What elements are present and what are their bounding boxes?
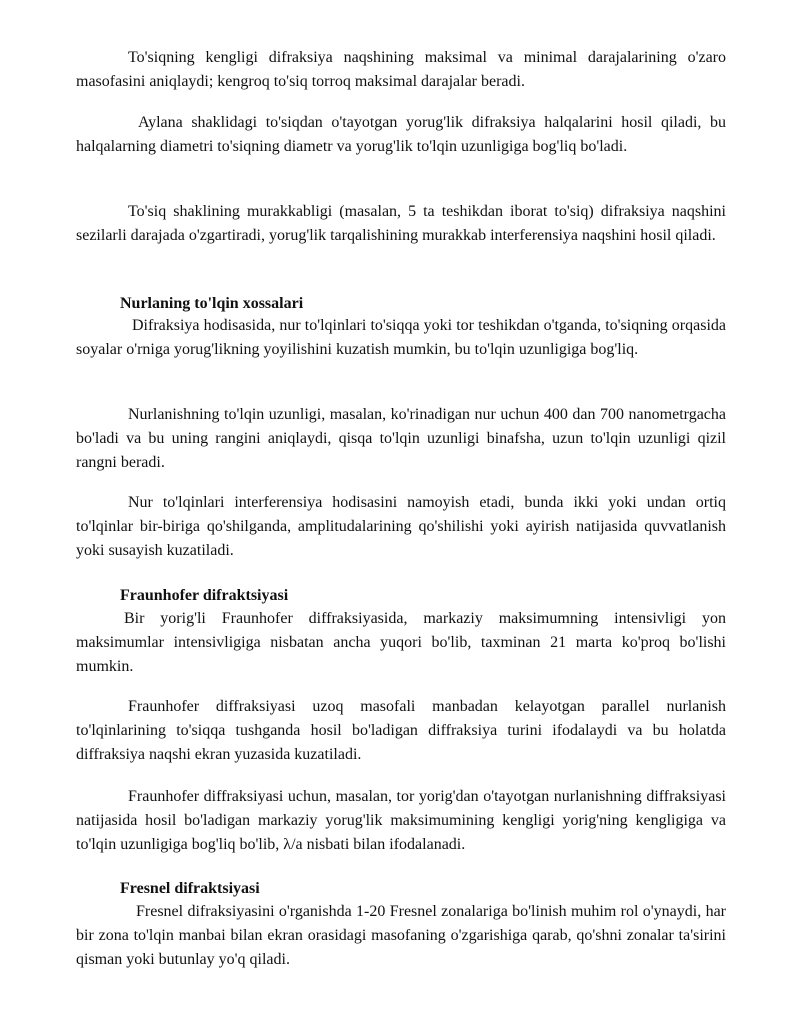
- paragraph-wavelength: Nurlanishning to'lqin uzunligi, masalan, ko'rinadigan nur uchun 400 dan 700 nanometrgacha bo'ladi va bu uning rangini aniqlaydi, qisqa to'lqin uzunligi binafsha, uzun to'lqin uzunligi qizil rangni beradi.: [76, 406, 726, 471]
- paragraph-circular-aperture: Aylana shaklidagi to'siqdan o'tayotgan yorug'lik difraksiya halqalarini hosil qiladi, bu halqalarning diametri to'siqning diametr va yorug'lik to'lqin uzunligiga bog'liq bo'ladi.: [76, 114, 726, 155]
- paragraph-fresnel-zones: Fresnel difraksiyasini o'rganishda 1-20 Fresnel zonalariga bo'linish muhim rol o'ynaydi, har bir zona to'lqin manbai bilan ekran orasidagi masofaning o'zgarishiga qarab, qo'shni zonalar ta'sirini qisman yoki butunlay yo'q qiladi.: [76, 903, 726, 968]
- paragraph-diffraction-phenomenon: Difraksiya hodisasida, nur to'lqinlari to'siqqa yoki tor teshikdan o'tganda, to'siqning orqasida soyalar o'rniga yorug'likning yoyilishini kuzatish mumkin, bu to'lqin uzunligiga bog'liq.: [76, 317, 726, 358]
- heading-fraunhofer: Fraunhofer difraktsiyasi: [120, 587, 289, 604]
- paragraph-fraunhofer-intensity: Bir yorig'li Fraunhofer diffraksiyasida, markaziy maksimumning intensivligi yon maksimumlar intensivligiga nisbatan ancha yuqori bo'lib, taxminan 21 marta ko'proq bo'lishi mumkin.: [76, 610, 726, 675]
- paragraph-fraunhofer-width: Fraunhofer diffraksiyasi uchun, masalan, tor yorig'dan o'tayotgan nurlanishning diffraksiyasi natijasida hosil bo'ladigan markaziy yorug'lik maksimumining kengligi yorig'ning kengligiga va to'lqin uzunligiga bog'liq bo'lib, λ/a nisbati bilan ifodalanadi.: [76, 788, 726, 853]
- paragraph-interference: Nur to'lqinlari interferensiya hodisasini namoyish etadi, bunda ikki yoki undan ortiq to'lqinlar bir-biriga qo'shilganda, amplitudalarining qo'shilishi yoki ayirish natijasida quvvatlanish yoki susayish kuzatiladi.: [76, 494, 726, 559]
- heading-fresnel: Fresnel difraktsiyasi: [120, 880, 260, 897]
- paragraph-aperture-shape: To'siq shaklining murakkabligi (masalan, 5 ta teshikdan iborat to'siq) difraksiya naqshini sezilarli darajada o'zgartiradi, yorug'lik tarqalishining murakkab interferensiya naqshini hosil qiladi.: [76, 203, 726, 244]
- paragraph-slit-width: To'siqning kengligi difraksiya naqshining maksimal va minimal darajalarining o'zaro masofasini aniqlaydi; kengroq to'siq torroq maksimal darajalar beradi.: [76, 49, 726, 90]
- paragraph-fraunhofer-definition: Fraunhofer diffraksiyasi uzoq masofali manbadan kelayotgan parallel nurlanish to'lqinlarining to'siqqa tushganda hosil bo'ladigan diffraksiya turini ifodalaydi va bu holatda diffraksiya naqshi ekran yuzasida kuzatiladi.: [76, 698, 726, 763]
- heading-wave-properties: Nurlaning to'lqin xossalari: [120, 295, 304, 312]
